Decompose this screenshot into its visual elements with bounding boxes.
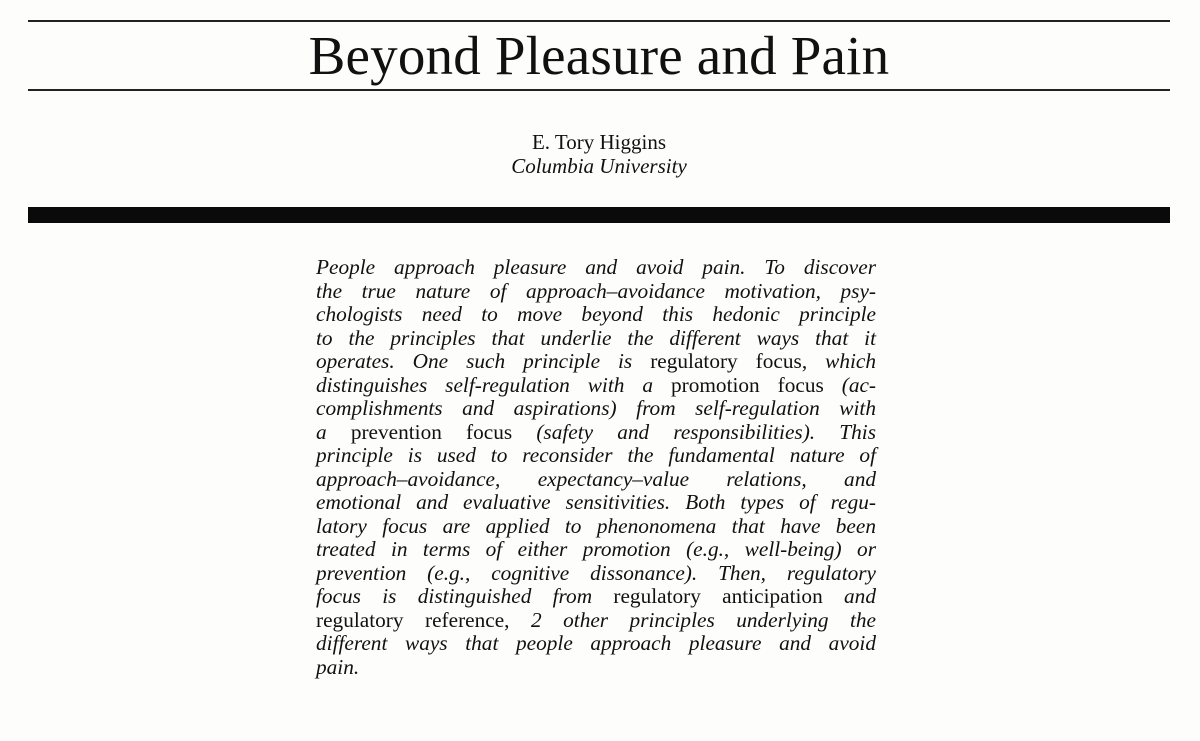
abstract-text-segment: distinguishes self-regulation with a (316, 372, 671, 397)
abstract-line (316, 468, 876, 492)
abstract-text-segment: different ways that people approach pleasure and avoid (316, 631, 876, 655)
abstract-line (316, 374, 876, 398)
abstract-line (316, 303, 876, 327)
abstract-text-segment: latory focus are applied to phenonomena that have been (316, 513, 876, 538)
abstract-text-segment: 2 other principles underlying the (509, 607, 876, 632)
abstract-text-segment: chologists need to move beyond this hedonic principle (316, 302, 876, 326)
abstract-text-segment: which (807, 349, 876, 373)
abstract-text-segment: principle is used to reconsider the fundamental nature of (316, 443, 876, 467)
abstract-text-segment: approach–avoidance, expectancy–value relations, and (316, 466, 876, 491)
abstract-text-segment: (ac- (823, 372, 877, 397)
abstract-line (316, 609, 876, 633)
abstract (316, 256, 876, 679)
abstract-text-segment: pain. (316, 654, 360, 679)
abstract-text-segment: regulatory focus, (650, 349, 808, 373)
abstract-text-segment: and (822, 584, 876, 608)
abstract-text-segment: (safety and responsibilities). This (512, 419, 876, 444)
section-divider (28, 207, 1170, 223)
abstract-line (316, 256, 876, 280)
abstract-text-segment: the true nature of approach–avoidance motivation, psy- (316, 278, 876, 303)
abstract-line (316, 585, 876, 609)
paper-title: Beyond Pleasure and Pain (308, 25, 890, 86)
abstract-line (316, 562, 876, 586)
abstract-text-segment: complishments and aspirations) from self-regulation with (316, 396, 876, 420)
abstract-line (316, 444, 876, 468)
abstract-text-segment: emotional and evaluative sensitivities. Both types of regu- (316, 490, 876, 514)
abstract-text-segment: a (316, 419, 351, 444)
abstract-text-segment: to the principles that underlie the different ways that it (316, 325, 876, 350)
top-rule (28, 20, 1170, 22)
abstract-line (316, 538, 876, 562)
abstract-text-segment: People approach pleasure and avoid pain. To discover (316, 255, 876, 279)
abstract-text-segment: operates. One such principle is (316, 349, 651, 373)
abstract-text-segment: promotion focus (670, 372, 824, 397)
abstract-text-segment: prevention (e.g., cognitive dissonance). Then, regulatory (316, 560, 876, 585)
abstract-text-segment: treated in terms of either promotion (e.g., well-being) or (316, 537, 876, 561)
abstract-text-segment: regulatory anticipation (613, 584, 823, 608)
author-affiliation: Columbia University (511, 154, 687, 178)
title-rule (28, 89, 1170, 91)
abstract-line (316, 632, 876, 656)
abstract-text-segment: regulatory reference, (316, 607, 510, 632)
abstract-line (316, 656, 876, 680)
abstract-line (316, 491, 876, 515)
author-name: E. Tory Higgins (531, 130, 667, 154)
abstract-line (316, 421, 876, 445)
abstract-line (316, 280, 876, 304)
abstract-line (316, 327, 876, 351)
abstract-line (316, 350, 876, 374)
abstract-line (316, 397, 876, 421)
abstract-line (316, 515, 876, 539)
abstract-text-segment: prevention focus (350, 419, 513, 444)
abstract-text-segment: focus is distinguished from (316, 584, 614, 608)
